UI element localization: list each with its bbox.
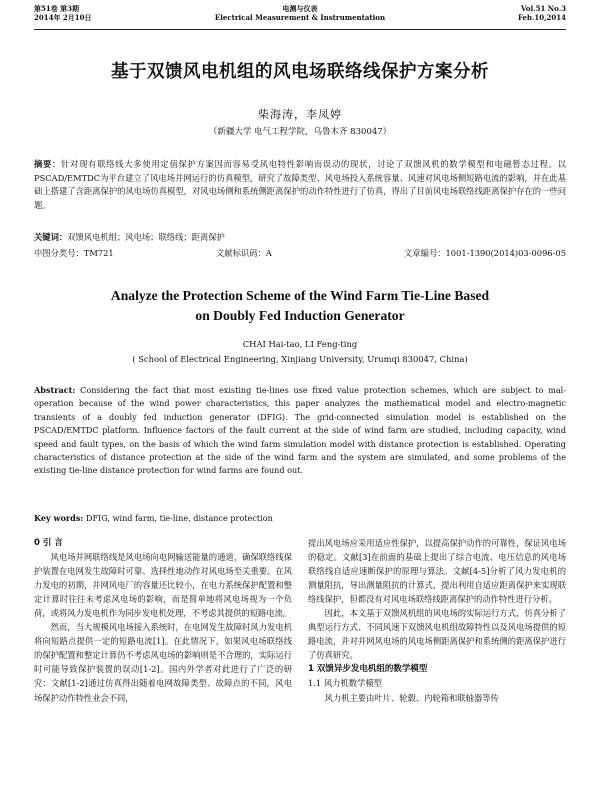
abstract-english [34, 384, 566, 478]
authors-chinese: 柴海涛，李凤婷 [258, 108, 342, 121]
title-english: Analyze the Protection Scheme of the Wind Farm Tie-Line Based on Doubly Fed Induction Generator [110, 288, 490, 323]
affiliation-english: ( School of Electrical Engineering, Xinjiang University, Urumqi 830047, China) [132, 354, 468, 364]
paragraph: 然而，当大规模风电场接入系统时，在电网发生故障时风力发电机将向短路点提供一定的短路电流[1]。在此情况下，如果风电场联络线的保护配置和整定计算仍不考虑风电场的影响则是不合理的，实际运行时可能导致保护装置的误动[1-2]。国内外学者对此进行了广泛的研究：文献[1-2]通过仿真得出随着电网故障类型、故障点的不同，风电场保护动作特性业会不同， [34, 622, 292, 703]
body-column-right [308, 536, 566, 705]
keywords-chinese [34, 231, 566, 243]
affiliation-chinese: （新疆大学 电气工程学院，乌鲁木齐 830047） [208, 127, 392, 137]
keywords-chinese-text: 双馈风电机组；风电场；联络线；距离保护 [67, 232, 225, 242]
title-chinese: 基于双馈风电机组的风电场联络线保护方案分析 [111, 62, 489, 82]
paragraph: 提出风电场应采用适应性保护，以提高保护动作的可靠性，保证风电场的稳定。文献[3]在前面的基础上提出了综合电流、电压信息的风电场联络线自适应速断保护的原理与算法。文献[4-5]分析了风力发电机的测量阻抗，导出测量阻抗的计算式，提出利用自适应距离保护来实现联络线保护，但都没有对风电场联络线距离保护的动作特性进行分析。 [308, 538, 566, 605]
paragraph: 风电场并网联络线是风电场向电网输送能量的通道，确保联络线保护装置在电网发生故障时可靠、选择性地动作对风电场至关重要。在风力发电的初期，并网风电厂的容量还比较小，在电力系统保护配置和整定计算时往往未考虑风电场的影响，而是简单地将风电场视为一个负荷，或将风力发电机作为同步发电机处理，不考虑其提供的短路电流。 [34, 552, 292, 619]
abstract-english-label: Abstract: [34, 385, 76, 395]
subsection-heading-turbine-model: 1.1 风力机数学模型 [308, 678, 382, 689]
document-code: 文献标识码：A [216, 248, 272, 258]
clc-number: 中图分类号：TM721 [34, 248, 114, 258]
keywords-english-label: Key words: [34, 513, 84, 523]
section-heading-introduction: 0 引 言 [34, 538, 63, 548]
section-heading-dfig-model: 1 双馈异步发电机组的数学模型 [308, 664, 428, 675]
abstract-chinese-text: 针对现有联络线大多使用定值保护方案因而容易受风电特性影响而误动的现状，讨论了双馈风机的数学模型和电磁暂态过程。以PSCAD/EMTDC为平台建立了风电场并网运行的仿真模型，研究了故障类型、风电场投入系统容量、风速对风电场侧短路电流的影响，并在此基础上搭建了含距离保护的风电场仿真模型，对风电场侧和系统侧距离保护的动作特性进行了仿真，得出了目前风电场联络线距离保护存在的一些问题。 [34, 159, 566, 210]
abstract-chinese [34, 158, 566, 212]
paragraph: 风力机主要由叶片、轮毂、内轮箱和联轴器等传 [324, 692, 499, 703]
keywords-english [34, 513, 566, 523]
header-rule [34, 29, 566, 30]
body-column-left [34, 536, 292, 705]
abstract-english-text: Considering the fact that most existing tie-lines use fixed value protection schemes, which are subject to mal-operation because of the wind power characteristics, this paper analyzes the mathematical model and electro-magnetic transients of a doubly fed induction generator (DFIG). The grid-connected simulation model is established on the PSCAD/EMTDC platform. Influence factors of the fault current at the side of wind farm are studied, including capacity, wind speed and fault types, on the basis of which the wind farm simulation model with distance protection is established. Operating characteristics of distance protection at the side of the wind farm and the system are simulated, and some problems of the existing tie-line distance protection for wind farms are found out. [34, 385, 566, 476]
keywords-chinese-label: 关键词： [34, 232, 68, 242]
abstract-chinese-label: 摘要： [34, 159, 62, 169]
header-journal-name: 电测与仪表 Electrical Measurement & Instrumentation [214, 4, 386, 22]
article-number: 文章编号：1001-1390(2014)03-0096-05 [404, 248, 566, 258]
paragraph: 因此，本文基于双馈风机组的风电场的实际运行方式，仿真分析了典型运行方式、不同风速下双馈风电机组故障特性以及风电场提供的短路电流，并对并网风电场的风电场侧距离保护和系统侧的距离保护进行了仿真研究。 [308, 608, 566, 661]
running-header [34, 4, 566, 30]
keywords-english-text: DFIG, wind farm, tie-line, distance protection [85, 513, 273, 523]
classification-row [34, 247, 566, 259]
authors-english: CHAI Hai-tao, LI Feng-ting [242, 339, 358, 349]
header-volume-date: 第51卷 第3期 2014年 2月10日 [34, 4, 92, 22]
header-volume-en: Vol.51 No.3 Feb.10,2014 [517, 4, 566, 22]
